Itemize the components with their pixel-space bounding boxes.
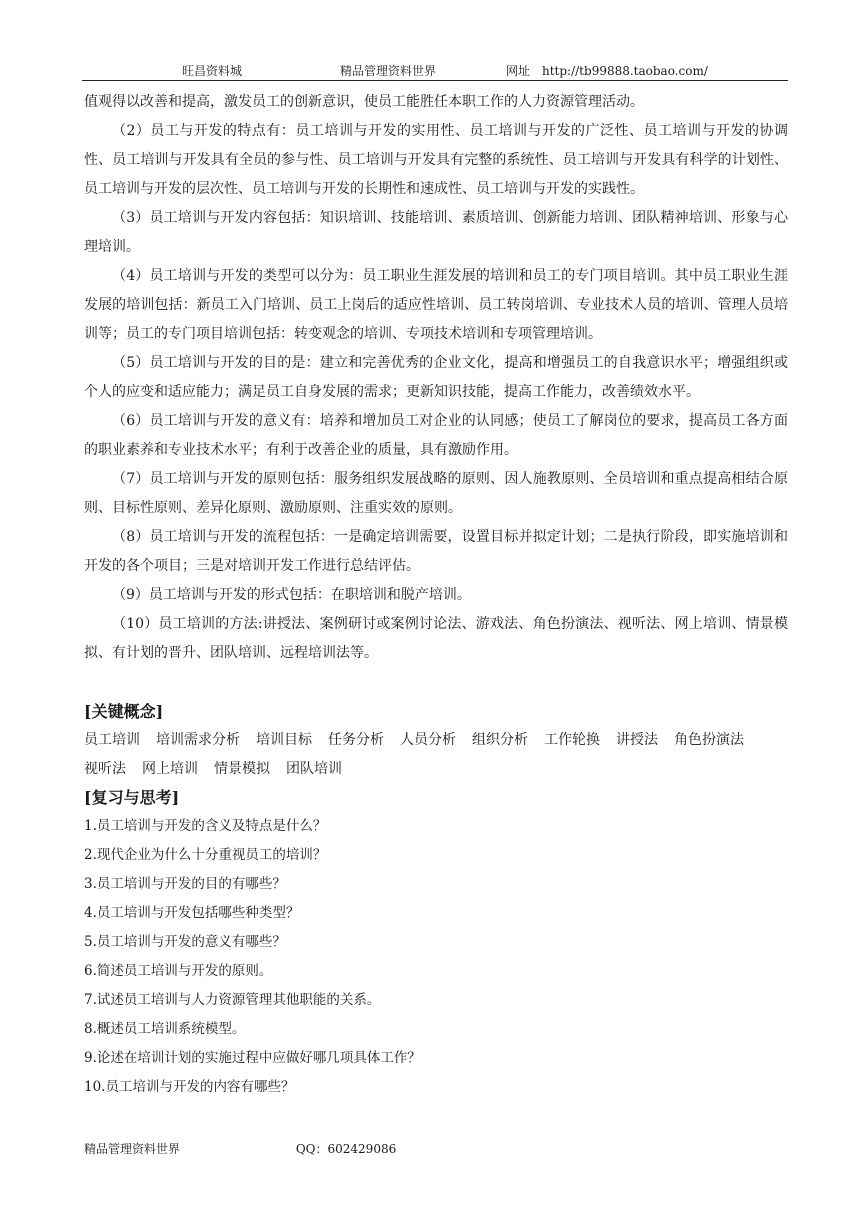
review-questions xyxy=(84,812,788,1102)
concept-item: 工作轮换 xyxy=(544,732,600,748)
question-item: 10.员工培训与开发的内容有哪些？ xyxy=(84,1079,295,1095)
key-concepts-title: [关键概念] xyxy=(84,702,164,721)
paragraph: （5）员工培训与开发的目的是：建立和完善优秀的企业文化，提高和增强员工的自我意识水平；增强组织或个人的应变和适应能力；满足员工自身发展的需求；更新知识技能，提高工作能力，改善绩效水平。 xyxy=(84,355,788,400)
paragraph: 值观得以改善和提高，激发员工的创新意识，使员工能胜任本职工作的人力资源管理活动。 xyxy=(84,94,644,110)
review-title: [复习与思考] xyxy=(84,788,180,807)
key-concepts-list xyxy=(84,726,788,784)
footer-title: 精品管理资料世界 xyxy=(84,1142,181,1156)
concept-item: 培训目标 xyxy=(256,732,312,748)
question-item: 7.试述员工培训与人力资源管理其他职能的关系。 xyxy=(84,992,381,1008)
paragraph: （3）员工培训与开发内容包括：知识培训、技能培训、素质培训、创新能力培训、团队精神培训、形象与心理培训。 xyxy=(84,210,788,255)
paragraph: （9）员工培训与开发的形式包括：在职培训和脱产培训。 xyxy=(112,587,471,603)
question-item: 6.简述员工培训与开发的原则。 xyxy=(84,963,273,979)
concept-item: 讲授法 xyxy=(616,732,658,748)
concept-item: 组织分析 xyxy=(472,732,528,748)
concept-item: 培训需求分析 xyxy=(156,732,240,748)
document-body xyxy=(84,88,788,1102)
paragraph: （7）员工培训与开发的原则包括：服务组织发展战略的原则、因人施教原则、全员培训和重点提高相结合原则、目标性原则、差异化原则、激励原则、注重实效的原则。 xyxy=(84,471,788,516)
concept-item: 网上培训 xyxy=(142,761,198,777)
question-item: 4.员工培训与开发包括哪些种类型？ xyxy=(84,905,300,921)
concept-item: 员工培训 xyxy=(84,732,140,748)
question-item: 1.员工培训与开发的含义及特点是什么？ xyxy=(84,818,327,834)
paragraph: （8）员工培训与开发的流程包括：一是确定培训需要，设置目标并拟定计划；二是执行阶段，即实施培训和开发的各个项目；三是对培训开发工作进行总结评估。 xyxy=(84,529,788,574)
concept-item: 角色扮演法 xyxy=(674,732,744,748)
concept-item: 人员分析 xyxy=(400,732,456,748)
header-url: http://tb99888.taobao.com/ xyxy=(542,64,708,78)
concept-item: 任务分析 xyxy=(328,732,384,748)
page-footer xyxy=(84,1140,396,1157)
page-header xyxy=(82,62,788,81)
header-title: 精品管理资料世界 xyxy=(340,64,437,78)
concept-item: 情景模拟 xyxy=(214,761,270,777)
header-url-label: 网址 xyxy=(506,64,531,78)
footer-qq: QQ：602429086 xyxy=(295,1142,397,1156)
paragraph: （10）员工培训的方法:讲授法、案例研讨或案例讨论法、游戏法、角色扮演法、视听法、网上培训、情景模拟、有计划的晋升、团队培训、远程培训法等。 xyxy=(84,616,788,661)
question-item: 5.员工培训与开发的意义有哪些？ xyxy=(84,934,286,950)
concept-item: 团队培训 xyxy=(286,761,342,777)
paragraph: （2）员工与开发的特点有：员工培训与开发的实用性、员工培训与开发的广泛性、员工培训与开发的协调性、员工培训与开发具有全员的参与性、员工培训与开发具有完整的系统性、员工培训与开发具有科学的计划性、员工培训与开发的层次性、员工培训与开发的长期性和速成性、员工培训与开发的实践性。 xyxy=(84,123,788,197)
question-item: 2.现代企业为什么十分重视员工的培训？ xyxy=(84,847,327,863)
paragraph: （4）员工培训与开发的类型可以分为：员工职业生涯发展的培训和员工的专门项目培训。其中员工职业生涯发展的培训包括：新员工入门培训、员工上岗后的适应性培训、员工转岗培训、专业技术人员的培训、管理人员培训等；员工的专门项目培训包括：转变观念的培训、专项技术培训和专项管理培训。 xyxy=(84,268,788,342)
question-item: 9.论述在培训计划的实施过程中应做好哪几项具体工作？ xyxy=(84,1050,421,1066)
paragraph: （6）员工培训与开发的意义有：培养和增加员工对企业的认同感；使员工了解岗位的要求，提高员工各方面的职业素养和专业技术水平；有利于改善企业的质量，具有激励作用。 xyxy=(84,413,788,458)
concept-item: 视听法 xyxy=(84,761,126,777)
header-site-name: 旺昌资料城 xyxy=(182,64,243,78)
question-item: 3.员工培训与开发的目的有哪些？ xyxy=(84,876,286,892)
question-item: 8.概述员工培训系统模型。 xyxy=(84,1021,246,1037)
